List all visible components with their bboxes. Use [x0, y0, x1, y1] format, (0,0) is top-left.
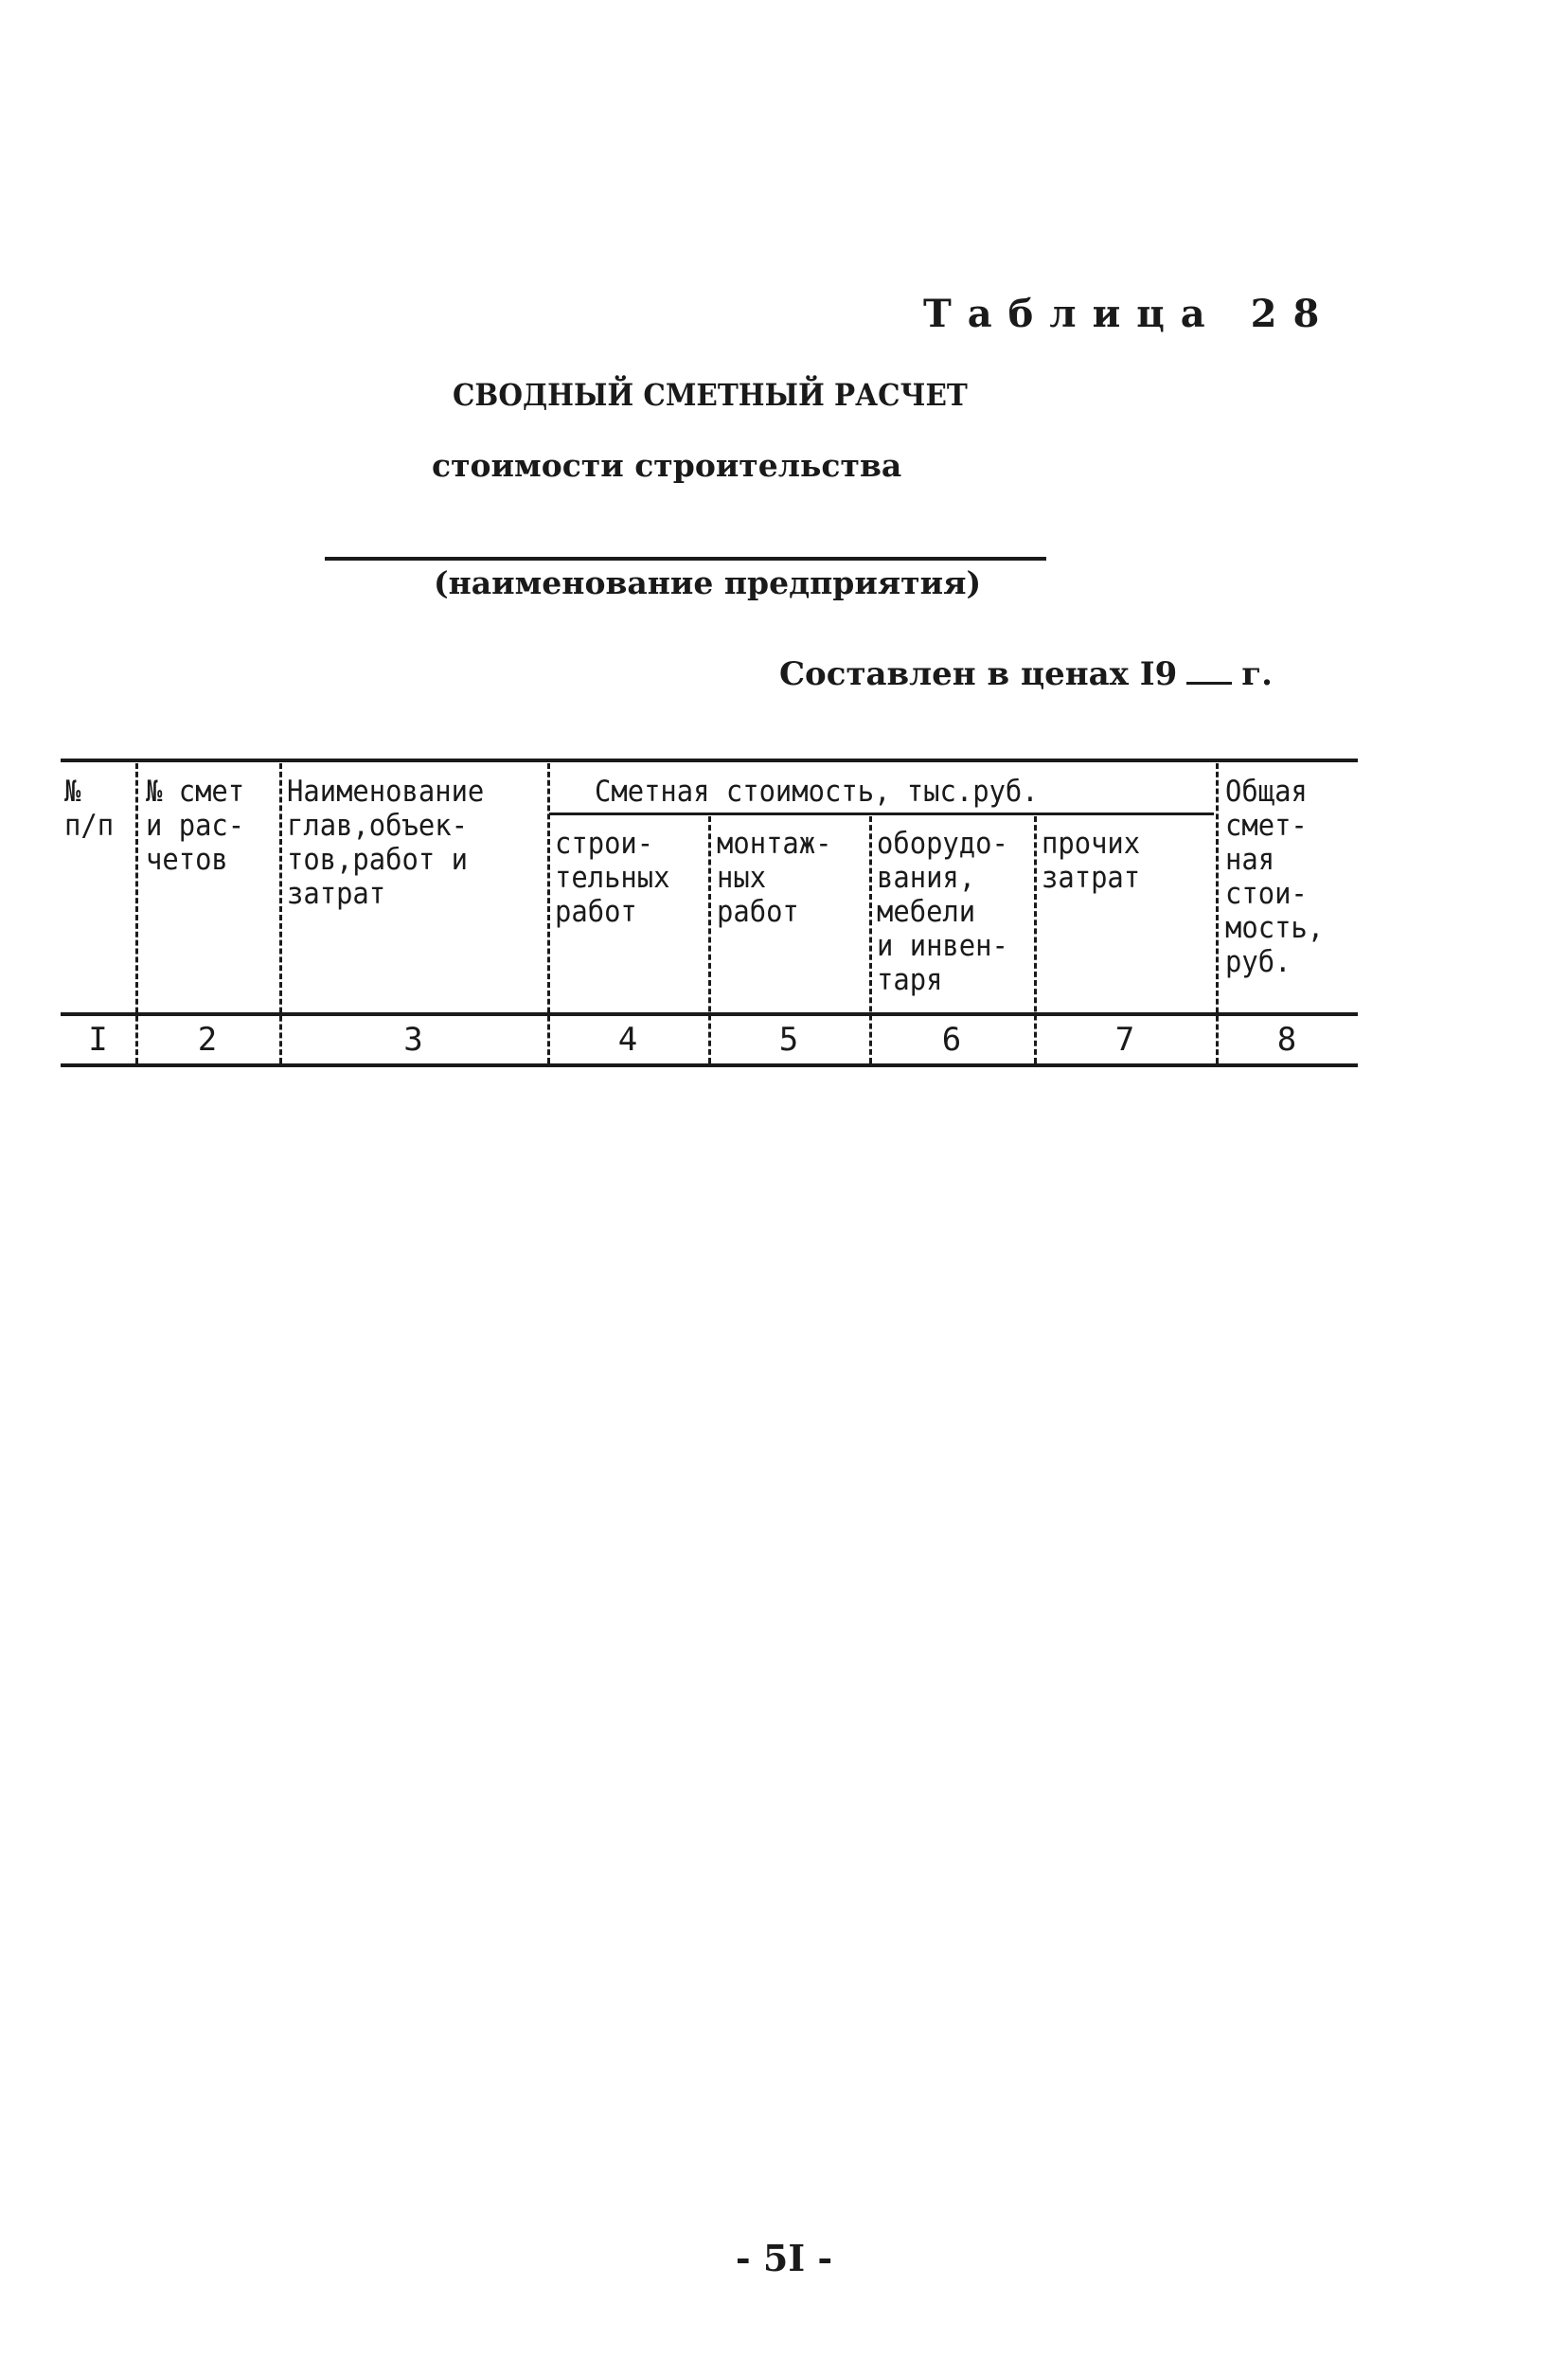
- header-equipment: оборудо- вания, мебели и инвен- таря: [877, 827, 1008, 997]
- page-number: - 5I -: [735, 2237, 833, 2279]
- header-total-cost: Общая смет- ная стои- мость, руб.: [1225, 775, 1325, 979]
- column-number-8: 8: [1276, 1021, 1297, 1059]
- prices-suffix: г.: [1241, 655, 1273, 693]
- enterprise-name-blank-line: [325, 557, 1046, 561]
- header-construction-works: строи- тельных работ: [555, 827, 670, 929]
- column-number-7: 7: [1114, 1021, 1135, 1059]
- col-divider-7: [1216, 763, 1219, 1063]
- table-top-rule: [61, 759, 1358, 762]
- year-blank: [1186, 653, 1232, 685]
- table-label: Таблица 28: [923, 292, 1336, 336]
- column-number-5: 5: [778, 1021, 799, 1059]
- header-item-name: Наименование глав,объек- тов,работ и затрат: [287, 775, 485, 911]
- col-divider-1: [135, 763, 138, 1063]
- prices-year-line: [779, 653, 1273, 693]
- column-number-4: 4: [617, 1021, 638, 1059]
- column-number-2: 2: [197, 1021, 218, 1059]
- header-estimate-cost-group: Сметная стоимость, тыс.руб.: [595, 775, 1039, 809]
- col-divider-3: [547, 763, 550, 1063]
- prices-prefix: Составлен в ценах І9: [779, 655, 1178, 693]
- header-estimate-number: № смет и рас- четов: [146, 775, 245, 877]
- enterprise-name-caption: (наименование предприятия): [434, 564, 982, 601]
- col-divider-2: [279, 763, 282, 1063]
- table-bottom-rule: [61, 1063, 1358, 1067]
- document-title: СВОДНЫЙ СМЕТНЫЙ РАСЧЕТ: [453, 377, 968, 413]
- header-row-number: № п/п: [64, 775, 115, 843]
- column-number-1: I: [88, 1021, 108, 1059]
- header-other-costs: прочих затрат: [1042, 827, 1141, 895]
- group-header-rule: [549, 812, 1214, 815]
- column-number-6: 6: [941, 1021, 962, 1059]
- document-subtitle: стоимости строительства: [432, 447, 902, 484]
- column-number-3: 3: [403, 1021, 423, 1059]
- header-installation-works: монтаж- ных работ: [717, 827, 832, 929]
